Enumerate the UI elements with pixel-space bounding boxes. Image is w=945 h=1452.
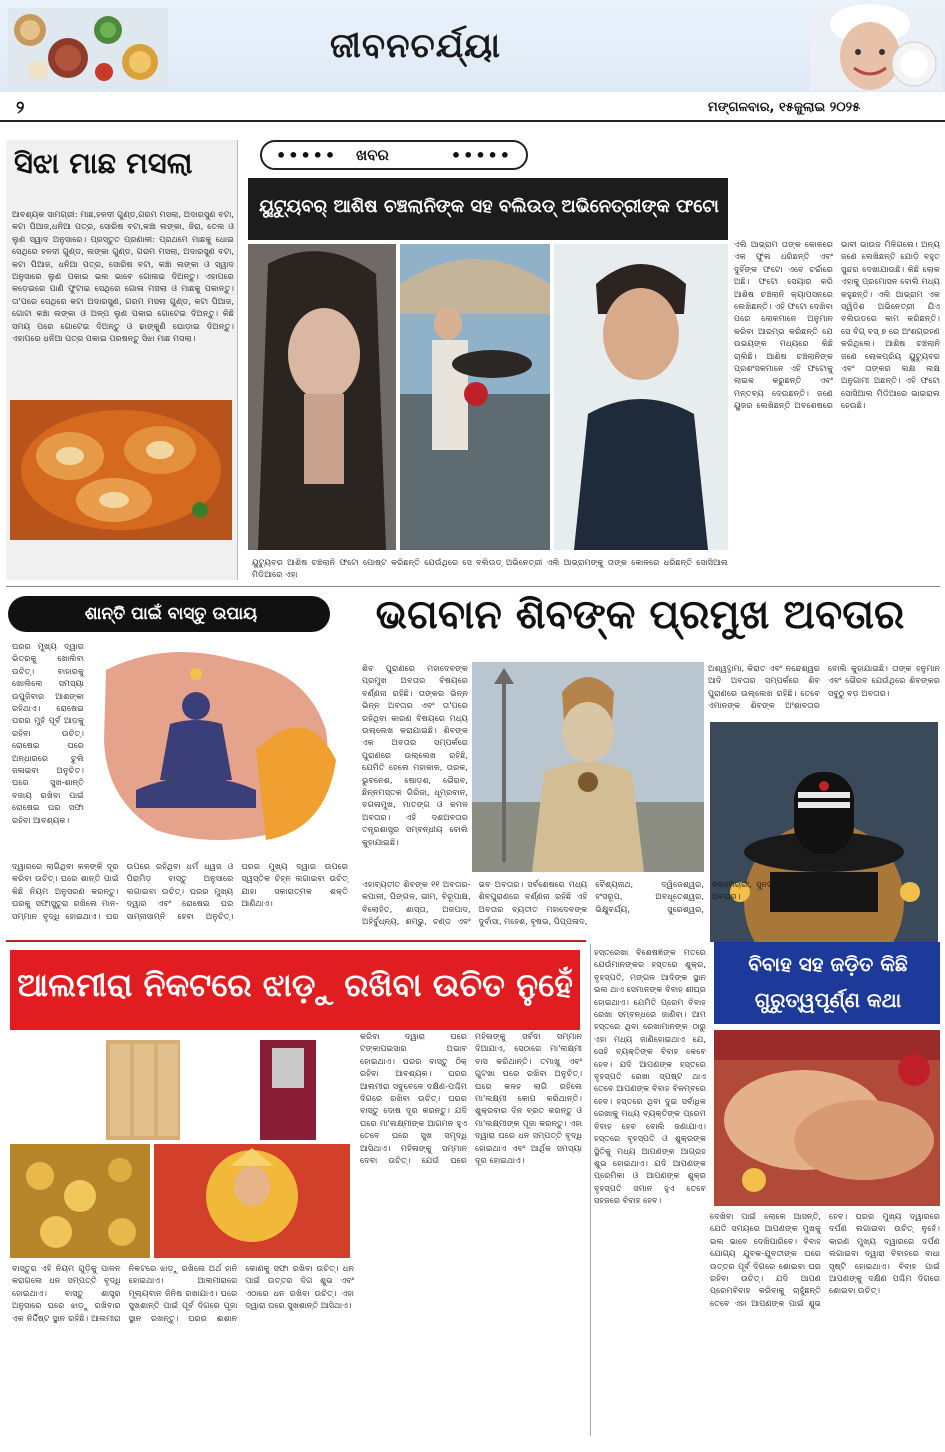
tag-dots-right: ••••• xyxy=(450,146,512,165)
youtuber-headline: ୟୁଟ୍ୟୁବର୍ ଆଶିଷ ଚଞ୍ଚଲାନିଙ୍କ ସହ ବଲିଉଡ୍ ଅଭିନେତ୍ରୀଙ୍କ ଫଟୋ xyxy=(259,196,719,217)
section-title: ଜୀବନଚର୍ଯ୍ୟା xyxy=(330,26,501,66)
section-divider xyxy=(6,586,940,587)
almirah-body-bottom: ବାସ୍ତୁର ଏହି ନିୟମ ଗୁଡ଼ିକୁ ପାଳନ କରାଗଲେ ଧନ ସମ୍ପତ୍ତି ବୃଦ୍ଧି ହୋଇଥାଏ। ବାସ୍ତୁ ଶାସ୍ତ୍ର ଅନୁସାରେ ଘରେ ଝାଡ଼ୁ ରଖିବାର ଏକ ନିର୍ଦ୍ଦିଷ୍ଟ ସ୍ଥାନ ରହିଛି। ଆଲମୀରା ନିକଟରେ ଝାଡ଼ୁ ରଖିଲେ ଅର୍ଥ ହାନି ହୋଇଥାଏ। ଆଲମୀରାରେ ମୂଲ୍ୟବାନ ଜିନିଷ ରଖାଯାଏ। ଘରେ ସୁଖଶାନ୍ତି ପାଇଁ ପୂର୍ବ ଦିଗରେ ପୂଜା ସ୍ଥାନ ରଖନ୍ତୁ। ଘରର ଈଶାନ କୋଣକୁ ସଫା ରଖିବା ଉଚିତ୍। ଧନ ପାଇଁ ଉତ୍ତର ଦିଗ ଶୁଭ ଏବଂ ଏଠାରେ ଧନ ରଖିବା ଉଚିତ୍। ଏହା ଦ୍ୱାରା ଘରେ ସୁଖଶାନ୍ତି ଆସିଥାଏ। xyxy=(12,1263,354,1323)
marriage-title: ବିବାହ ସହ ଜଡ଼ିତ କିଛି ଗୁରୁତ୍ୱପୂର୍ଣ୍ଣ କଥା xyxy=(748,952,908,1012)
food-spices-illustration xyxy=(8,8,168,88)
meditation-illustration xyxy=(86,640,348,852)
almirah-headline: ଆଲମୀରା ନିକଟରେ ଝାଡ଼ୁ ରଖିବା ଉଚିତ ନୁହେଁ xyxy=(17,966,573,1004)
recipe-body: ଆବଶ୍ୟକ ସାମଗ୍ରୀ: ମାଛ,ହଳଦୀ ଗୁଣ୍ଡ,ଗରମ ମସଲା, ଅଦାରସୁଣ ବଟା, କଟା ପିଆଜ,ଧନିଆ ପତ୍ର, ସୋରିଷ ବଟା,କଞ୍ଚା ଲଙ୍କା, ଜିରା, ତେଲ ଓ ଲୁଣ ସ୍ୱାଦ ଅନୁସାରେ। ପ୍ରସ୍ତୁତ ପ୍ରଣାଳୀ: ପ୍ରଥମେ ମାଛକୁ ଧୋଇ ସେଥିରେ ହଳଦୀ ଗୁଣ୍ଡ, ଲଙ୍କା ଗୁଣ୍ଡ, ଗରମ ମସଲା, ଅଦାରସୁଣ ବଟା, କଟା ପିଆଜ, ଧନିଆ ପତ୍ର, ସୋରିଷ ବଟା, କଞ୍ଚା ଲଙ୍କା ଓ ସ୍ୱାଦ ଅନୁସାରେ ଲୁଣ ପକାଇ ଭଲ ଭାବେ ଗୋଳାଇ ଦିଅନ୍ତୁ। ଏହାପରେ କଡ଼େଇରେ ପାଣି ଫୁଟାଇ ସେଥିରେ ଗୋଳା ମସଲା ଓ ମାଛକୁ ପକାନ୍ତୁ। ତା'ପରେ ସେଥିରେ କଟା ଅଦାରସୁଣ, ଗରମ ମସଲା ଗୁଣ୍ଡ, କଟା ପିଆଜ, ଗୋଟା କଞ୍ଚା ଲଙ୍କା ଓ ଅଳ୍ପ ଲୁଣ ପକାଇ ଗୋଟେଇ ଦିଅନ୍ତୁ। କିଛି ସମୟ ପରେ ଗୋଟେଇ ଦିଅନ୍ତୁ ଓ ଢାଙ୍କୁଣି ଘୋଡ଼ାଇ ଦିଅନ୍ତୁ। ଏହାପରେ ଧନିଆ ପତ୍ର ପକାଇ ପରଷନ୍ତୁ ସିଝା ମାଛ ମସଲା। xyxy=(12,209,234,344)
vastu-body-bottom: ଦ୍ୱାରରେ ଲାଗିଥିବା କଳଙ୍କି ଦୂର କରିବା ଉଚିତ୍। ଘରେ ଶାନ୍ତି ପାଇଁ କିଛି ନିୟମ ଅନୁସରଣ କରନ୍ତୁ। ଘରକୁ ସଫାସୁତୁରା ରଖିଲେ ମାନ-ସମ୍ମାନ ବୃଦ୍ଧି ହୋଇଥାଏ। ଘର ଉପରେ ରହିଥିବା ଧର୍ମ ଧ୍ୱଜ ଓ ପିରାମିଡ଼ ବାସ୍ତୁ ଅନୁସାରେ ଲଗାଇବା ଉଚିତ୍। ଘରର ମୁଖ୍ୟ ଦ୍ୱାର ଏବଂ ରୋଷେଇ ଘର ସାମ୍ନାସାମ୍ନି ହେବା ଅନୁଚିତ୍। ଘରର ମୁଖ୍ୟ ଦ୍ୱାର ଉପରେ ସ୍ୱସ୍ତିକ ଚିହ୍ନ ଲଗାଇବା ଉଚିତ୍ ଯାହା ସକାରାତ୍ମକ ଶକ୍ତି ଆଣିଥାଏ। xyxy=(12,861,348,921)
page-number: ୨ xyxy=(16,98,25,118)
column-divider xyxy=(590,944,591,1436)
shivalinga-photo xyxy=(710,722,938,942)
recipe-title: ସିଝା ମାଛ ମସଲା xyxy=(14,146,193,180)
shiva-body-left: ଶିବ ପୁରାଣରେ ମହାଦେବଙ୍କ ପ୍ରମୁଖ ଅବତାର ବିଷୟରେ ବର୍ଣ୍ଣନା ରହିଛି। ତାଙ୍କର ଭିନ୍ନ ଭିନ୍ନ ଅବତାର ଏବଂ ତା'ପରେ ରହିଥିବା କାରଣ ବିଷୟରେ ମଧ୍ୟ ଉଲ୍ଲେଖ କରାଯାଇଛି। ଶିବଙ୍କ ଏକ ଅବତାର ସମ୍ପର୍କରେ ପୁରାଣରେ ଉଲ୍ଲେଖ ରହିଛି, ଯେମିତି ହେଲେ ମହାକାଳ, ତାରକ, ଭୁବନେଶ, ଷୋଡ଼ଶ, ଭୈରବ, ଛିନ୍ନମସ୍ତକ ଗିରିଜା, ଧୂମ୍ରବାନ, ବଗଳାମୁଖ, ମାତଙ୍ଗ ଓ କମଳ ଅବତାର। ଏହି ଦଶଅବତାର ତନ୍ତ୍ରଶାସ୍ତ୍ର ସମ୍ବନ୍ଧୀୟ ବୋଲି କୁହାଯାଇଛି। xyxy=(362,663,468,847)
marriage-body-left: ହସ୍ତରେଖା ବିଶେଷଜ୍ଞଙ୍କ ମତରେ ଯେଉଁମାନଙ୍କର ହସ୍ତରେ ଶୁକ୍ର, ବୃହସ୍ପତି, ମଙ୍ଗଳ ଆଦିଙ୍କ ସ୍ଥାନ ଭଲ ଥାଏ ସେମାନଙ୍କ ବିବାହ ଶୀଘ୍ର ହୋଇଥାଏ। ଯେମିତି ପ୍ରେମ ବିବାହ ରେଖା ସମ୍ବନ୍ଧରେ ଜାଣିବା। ଆମ ହସ୍ତରେ ଥିବା ରେଖାମାନଙ୍କ ଠାରୁ ଏହା ମଧ୍ୟ ଜାଣିହୋଇଥାଏ ଯେ, ସେହି ବ୍ୟକ୍ତିଙ୍କ ବିବାହ କେବେ ହେବ। ଯଦି ଆପଣଙ୍କ ହସ୍ତରେ ବୃହସ୍ପତି ରେଖା ସ୍ପଷ୍ଟ ଥାଏ ତେବେ ଆପଣଙ୍କ ବିବାହ ବିଳମ୍ବରେ ହେବ। ହସ୍ତରେ ଥିବା ଦୁଇ ସର୍ବାଧିକ ରେଖାକୁ ମଧ୍ୟ ବ୍ୟକ୍ତିଙ୍କ ପ୍ରେମ ବିବାହ ହେବ ବୋଲି ଜଣାଯାଏ। ହସ୍ତରେ ବୃହସ୍ପତି ଓ ଶୁକ୍ରଙ୍କ ସ୍ଥିତିକୁ ମଧ୍ୟ ଆପଣଙ୍କ ଆଗ୍ରହ ଶୁଭ ହୋଇଥାଏ। ଯଦି ଆପଣଙ୍କ ପ୍ରେମିକା ଓ ଆପଣଙ୍କ ଶୁକ୍ର ବୃହସ୍ପତି ସମାନ ହୁଏ ତେବେ ସହଜରେ ବିବାହ ହେବ। xyxy=(594,947,706,1206)
news-tag-pill xyxy=(260,140,528,170)
photo-caption: ୟୁଟ୍ୟୁବର ଆଶିଷ ଚଞ୍ଚଲାନି ଫଟୋ ପୋଷ୍ଟ କରିଛନ୍ତି ଯେଉଁଥିରେ ସେ ବଲିଉଡ୍ ଅଭିନେତ୍ରୀ ଏଲି ଆଭ୍ରାମଙ୍କୁ ତାଙ୍କ କୋଳରେ ଧରିଛନ୍ତି ସୋସିଆଲ ମିଡିଆରେ ଏହା xyxy=(252,557,728,580)
almirah-body-right: କରିବା ଦ୍ୱାରା ଘରେ ଟଙ୍କାପଇସାର ଅଭାବ ହୋଇଥାଏ। ଘରର ବାସ୍ତୁ ଠିକ୍ ରହିବା ଆବଶ୍ୟକ। ଘରର ଆଲମୀରା ସବୁବେଳେ ଦକ୍ଷିଣ-ପଶ୍ଚିମ ଦିଗରେ ରଖିବା ଉଚିତ୍। ଘରର ବାସ୍ତୁ ଦୋଷ ଦୂର କରନ୍ତୁ। ଯଦି ଘରେ ମା'ଲକ୍ଷ୍ମୀଙ୍କ ଆଗମନ ହୁଏ ତେବେ ଘରେ ସୁଖ ସମୃଦ୍ଧି ଆସିଥାଏ। ମହିଳାଙ୍କୁ ସମ୍ମାନ ଦେବା ଉଚିତ୍। ଯେଉଁ ଘରେ ମହିଳାଙ୍କୁ ସର୍ବଦା ସମ୍ମାନ ଦିଆଯାଏ, ସେଠାରେ ମା'ଲକ୍ଷ୍ମୀ ବାସ କରିଥାନ୍ତି। ତମାଖୁ ଏବଂ ଗୁଟଖା ଘରେ ରଖିବା ଅନୁଚିତ୍। ଘରେ କଳହ ଲାଗି ରହିଲେ ମା'ଲକ୍ଷ୍ମୀ କୋପ କରିଥାନ୍ତି। ଶୁକ୍ରବାର ଦିନ ବ୍ରତ କରନ୍ତୁ ଓ ମା'ଲକ୍ଷ୍ମୀଙ୍କ ପୂଜା କରନ୍ତୁ। ଏହା ଦ୍ୱାରା ଘରେ ଧନ ସମ୍ପତ୍ତି ବୃଦ୍ଧି ହୋଇଥାଏ ଏବଂ ଆର୍ଥିକ ସମସ୍ୟା ଦୂର ହୋଇଥାଏ। xyxy=(360,1031,582,1166)
shiva-body-top: ଅଶ୍ୱତ୍ଥାମା, କିରାତ ଏବଂ ନନ୍ଦେଶ୍ୱର ଆଦି ଅବତାର ସମ୍ପର୍କରେ ଶିବ ପୁରାଣରେ ଉଲ୍ଲେଖ ରହିଛି। ତେବେ ଏମାନଙ୍କ ଶିବଙ୍କ ଅଂଶାବତାର ବୋଲି କୁହାଯାଇଛି। ତାଙ୍କ ହନୁମାନ ଏବଂ ଭୈରବ ଯେଉଁଥିରେ ଶିବଙ୍କର ସବୁଠୁ ବଡ଼ ଅବତାର। xyxy=(708,663,940,711)
youtuber-body: ଏଲି ଆଭ୍ରାମ ତାଙ୍କ କୋଳରେ ଏକ ଫୁଲ ଧରିଛନ୍ତି ଏବଂ ଦୁହିଁଙ୍କ ଫଟୋ ଏବେ ଚର୍ଚ୍ଚାରେ ଅଛି। ଫଟୋ ସେୟାର କରି ଆଶିଷ ଚଞ୍ଚଲାନି କ୍ୟାପସନରେ ଲେଖିଛନ୍ତି। ଏହି ଫଟୋ ଦେଖିବା ପରେ ଲୋକମାନେ ଅନୁମାନ କରିବା ଆରମ୍ଭ କରିଛନ୍ତି ଯେ ଉଭୟଙ୍କ ମଧ୍ୟରେ କିଛି ଚାଲିଛି। ଆଶିଷ ଚଞ୍ଚଲାନିଙ୍କ ପ୍ରଶଂସକମାନେ ଏହି ଫଟୋକୁ ଲାଇକ କରୁଛନ୍ତି ଏବଂ ମନ୍ତବ୍ୟ ଦେଉଛନ୍ତି। ଜଣେ ୟୁଜର ଲେଖିଛନ୍ତି ଅବଶେଷରେ ଭାବୀ ଭାଉଜ ମିଳିଗଲେ। ଅନ୍ୟ ଜଣେ ଲେଖିଛନ୍ତି ଯୋଡ଼ି ବହୁତ ସୁନ୍ଦର ଦେଖାଯାଉଛି। କିଛି ଲୋକ ଏହାକୁ ପ୍ରମୋସନ ବୋଲି ମଧ୍ୟ କହୁଛନ୍ତି। ଏଲି ଆଭ୍ରାମ ଏକ ସ୍ୱିଡିଶ ଅଭିନେତ୍ରୀ ଯିଏ ବଲିଉଡରେ କାମ କରିଛନ୍ତି। ସେ ବିଗ୍ ବସ୍ ୭ ରେ ଅଂଶଗ୍ରହଣ କରିଥିଲେ। ଆଶିଷ ଚଞ୍ଚଲାନି ଜଣେ ଲୋକପ୍ରିୟ ୟୁଟ୍ୟୁବର ଏବଂ ତାଙ୍କର ଲକ୍ଷ ଲକ୍ଷ ଅନୁଗାମୀ ଅଛନ୍ତି। ଏହି ଫଟୋ ସୋସିଆଲ ମିଡିଆରେ ଭାଇରାଲ ହେଉଛି। xyxy=(734,239,940,411)
woman-face-cream-illustration xyxy=(810,4,942,90)
youtuber-actress-photos xyxy=(248,244,728,550)
almirah-gold-kubera-collage xyxy=(10,1036,350,1258)
vastu-body-column: ଘରର ମୁଖ୍ୟ ଦ୍ୱାର ଭିତରକୁ ଖୋଲିବା ଉଚିତ୍। ବାହାରକୁ ଖୋଲିଲେ ସମସ୍ୟା ଉପୁଜିବାର ଆଶଙ୍କା ରହିଥାଏ। ରୋଷେଇ ଘରର ମୁହଁ ପୂର୍ବ ଆଡ଼କୁ ରହିବା ଉଚିତ୍। ରୋଷେଇ ଘରେ ଅନ୍ଧାରରେ ଚୁଲି ଜଳାଇବା ଅନୁଚିତ। ଘରେ ସୁଖ-ଶାନ୍ତି ବଜାୟ ରଖିବା ପାଇଁ ରୋଷେଇ ଘର ସଫା ରହିବା ଆବଶ୍ୟକ। xyxy=(12,641,84,825)
tag-dots-left: ••••• xyxy=(276,146,338,165)
shiva-headline: ଭଗବାନ ଶିବଙ୍କ ପ୍ରମୁଖ ଅବତାର xyxy=(375,592,905,638)
issue-date: ମଙ୍ଗଳବାର, ୧୫ଜୁଲାଇ ୨୦୨୫ xyxy=(708,100,861,115)
vastu-title: ଶାନ୍ତି ପାଇଁ ବାସ୍ତୁ ଉପାୟ xyxy=(84,604,258,624)
fish-curry-photo xyxy=(10,400,232,540)
wedding-hands-photo xyxy=(714,1030,940,1206)
marriage-body-bottom: ଦେଖିବା ପାଇଁ ଲୋକେ ଆସନ୍ତି, ଯେତି ସମୟରେ ଆପଣଙ୍କ ମୁଖକୁ ଭଲ ଭାବେ ଦେଖିପାରିବେ। ବିବାହ ଯୋଗ୍ୟ ଯୁବକ-ଯୁବତୀଙ୍କ ଘରେ ଉତ୍ତର ପୂର୍ବ ଦିଗରେ ଶୋଇବା ଘର ରହିବା ଉଚିତ୍। ଯଦି ଆପଣ ପ୍ରେମବିବାହ କରିବାକୁ ଚାହୁଁଛନ୍ତି ତେବେ ଏହା ଆପଣଙ୍କ ପାଇଁ ଶୁଭ ହେବ। ଘରର ମୁଖ୍ୟ ଦ୍ୱାରରେ ଦର୍ପଣ ଲଗାଇବା ଉଚିତ୍ ନୁହେଁ। କାରଣ ମୁଖ୍ୟ ଦ୍ୱାରରେ ଦର୍ପଣ ଲଗାଇବା ଦ୍ୱାରା ବିବାହରେ ବାଧା ସୃଷ୍ଟି ହୋଇଥାଏ। ବିବାହ ପାଇଁ ଆପଣଙ୍କୁ ଦକ୍ଷିଣ ପଶ୍ଚିମ ଦିଗରେ ଶୋଇବା ଉଚିତ୍। xyxy=(710,1211,940,1308)
news-tag-label: ଖବର xyxy=(356,146,389,164)
shiva-body-bottom: ଏହାବ୍ୟତୀତ ଶିବଙ୍କ ୧୧ ଅବତାର- କପାଳୀ, ପିଙ୍ଗଳ, ଭୀମ, ବିରୂପାକ୍ଷ, ବିଲୋହିତ, ଶାସ୍ତା, ଅଜପାଦ, ଅହିର୍ବୁଧ୍ନ୍ୟ, ଶମ୍ଭୁ, ଚଣ୍ଡ ଏବଂ ଭବ ଅବତାର। ସର୍ବଶେଷରେ ମଧ୍ୟ ଶିବପୁରାଣରେ ବର୍ଣ୍ଣନା ରହିଛି ଏହି ଅବତାର ବ୍ୟତୀତ ମହାଦେବଙ୍କ ଦୁର୍ବାସା, ମହେଶ, ବୃଷଭ, ପିପ୍ପଳାଦ, ବୈଶ୍ୟନାଥ, ଦ୍ୱିଜେଶ୍ୱର, ହଂସରୂପ, ଅବଧୂତେଶ୍ୱର, ଭିକ୍ଷୁବର୍ଯ୍ୟ, ସୁରେଶ୍ୱର, xyxy=(362,879,704,927)
lord-shiva-statue-photo xyxy=(472,662,704,872)
